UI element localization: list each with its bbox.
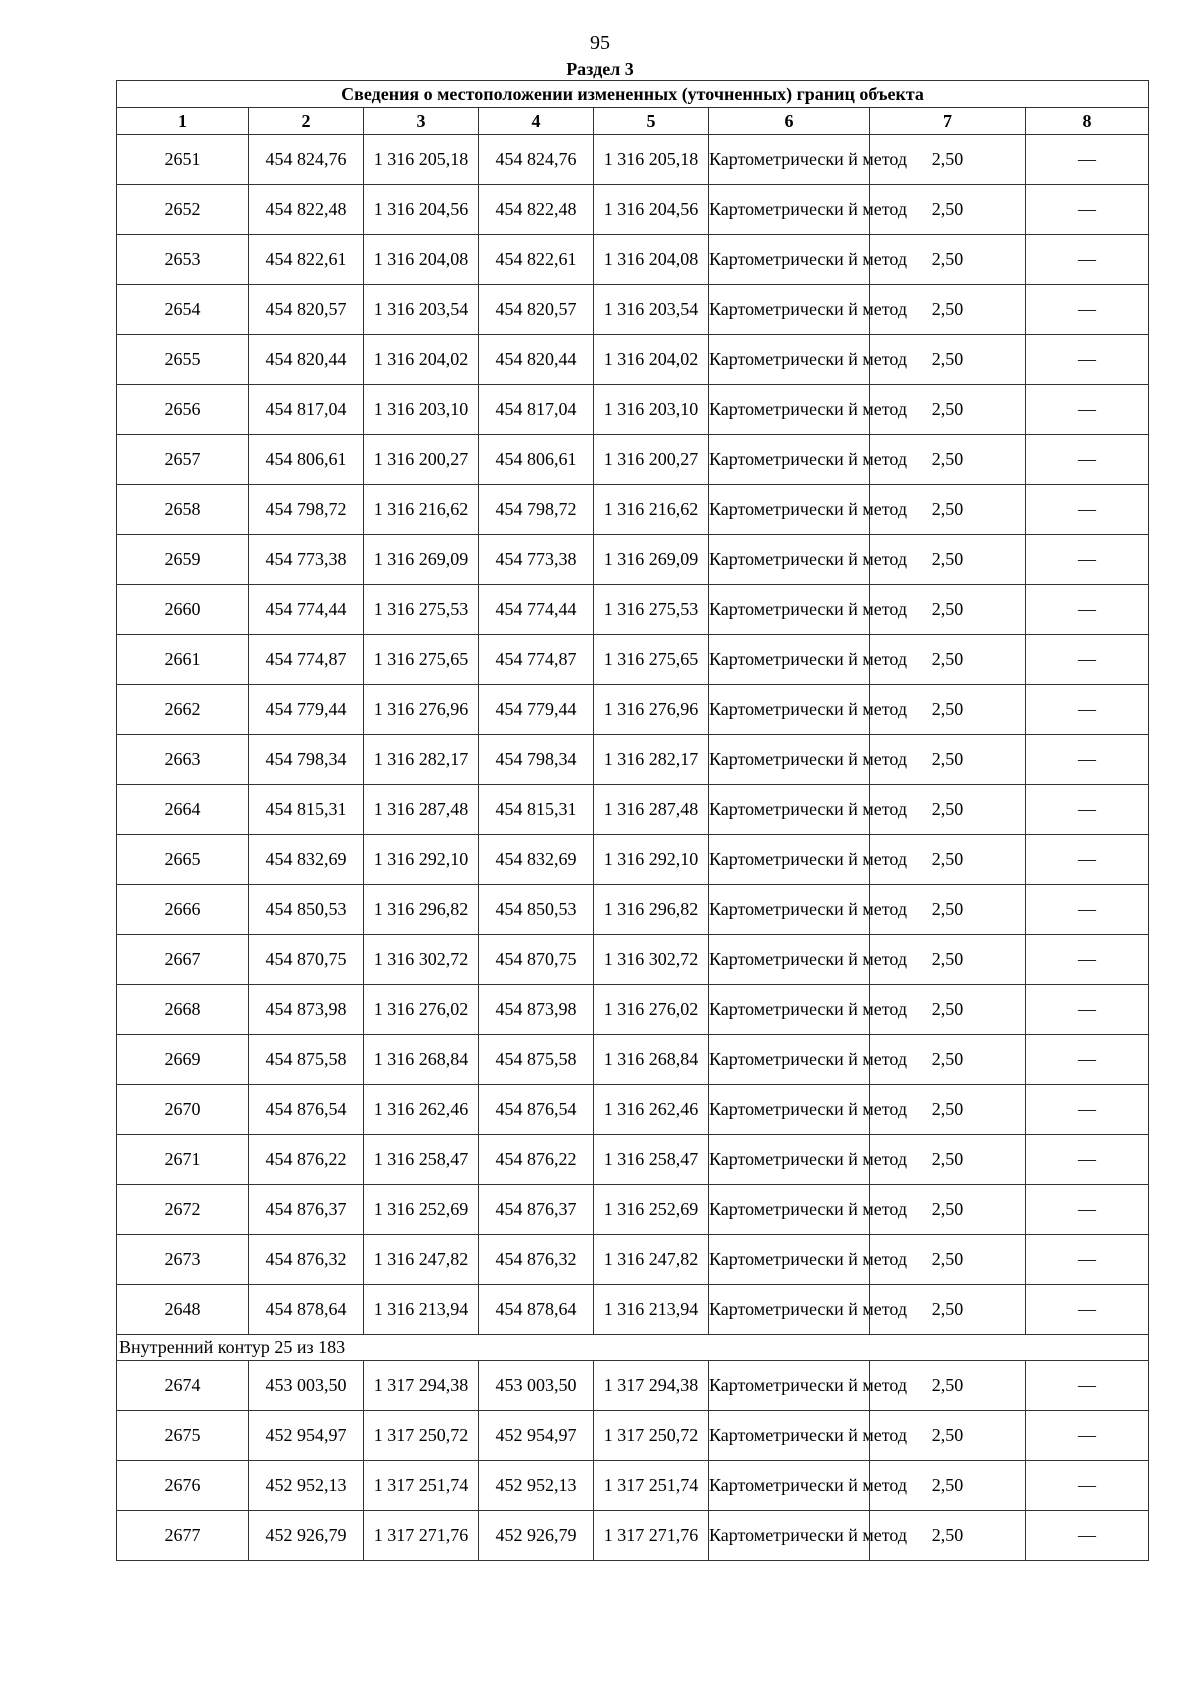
y-existing-cell: 1 316 276,02 [364,985,479,1035]
table-row [117,985,1149,1035]
x-existing-cell: 454 822,61 [249,235,364,285]
note-cell: — [1026,1135,1149,1185]
x-new-cell: 454 779,44 [479,685,594,735]
point-number-cell: 2653 [117,235,249,285]
y-existing-cell: 1 316 200,27 [364,435,479,485]
table-row [117,1135,1149,1185]
point-number-cell: 2672 [117,1185,249,1235]
note-cell: — [1026,1035,1149,1085]
x-new-cell: 454 878,64 [479,1285,594,1335]
x-new-cell: 454 817,04 [479,385,594,435]
x-existing-cell: 454 806,61 [249,435,364,485]
x-new-cell: 454 876,37 [479,1185,594,1235]
note-cell: — [1026,385,1149,435]
method-cell: Картометрически й метод [709,785,870,835]
column-number-row [117,108,1149,135]
note-cell: — [1026,285,1149,335]
x-new-cell: 454 820,57 [479,285,594,335]
accuracy-cell: 2,50 [870,135,1026,185]
column-number: 1 [117,108,249,135]
x-new-cell: 454 798,72 [479,485,594,535]
accuracy-cell: 2,50 [870,1035,1026,1085]
y-existing-cell: 1 316 203,10 [364,385,479,435]
x-new-cell: 452 926,79 [479,1511,594,1561]
note-cell: — [1026,1461,1149,1511]
y-existing-cell: 1 317 251,74 [364,1461,479,1511]
y-new-cell: 1 316 247,82 [594,1235,709,1285]
method-cell: Картометрически й метод [709,735,870,785]
method-cell: Картометрически й метод [709,185,870,235]
y-new-cell: 1 316 292,10 [594,835,709,885]
point-number-cell: 2651 [117,135,249,185]
point-number-cell: 2662 [117,685,249,735]
x-existing-cell: 454 876,37 [249,1185,364,1235]
accuracy-cell: 2,50 [870,485,1026,535]
y-existing-cell: 1 316 296,82 [364,885,479,935]
accuracy-cell: 2,50 [870,735,1026,785]
table-row [117,185,1149,235]
y-new-cell: 1 317 251,74 [594,1461,709,1511]
point-number-cell: 2648 [117,1285,249,1335]
table-row [117,1361,1149,1411]
column-number: 4 [479,108,594,135]
y-new-cell: 1 316 269,09 [594,535,709,585]
y-existing-cell: 1 316 269,09 [364,535,479,585]
x-existing-cell: 454 817,04 [249,385,364,435]
y-new-cell: 1 316 213,94 [594,1285,709,1335]
y-existing-cell: 1 316 216,62 [364,485,479,535]
table-row [117,785,1149,835]
column-number: 3 [364,108,479,135]
table-row [117,1285,1149,1335]
y-new-cell: 1 316 282,17 [594,735,709,785]
accuracy-cell: 2,50 [870,335,1026,385]
x-existing-cell: 454 832,69 [249,835,364,885]
x-new-cell: 454 822,61 [479,235,594,285]
y-existing-cell: 1 316 262,46 [364,1085,479,1135]
y-existing-cell: 1 316 258,47 [364,1135,479,1185]
point-number-cell: 2658 [117,485,249,535]
method-cell: Картометрически й метод [709,135,870,185]
point-number-cell: 2670 [117,1085,249,1135]
y-new-cell: 1 316 302,72 [594,935,709,985]
y-existing-cell: 1 317 294,38 [364,1361,479,1411]
x-existing-cell: 454 779,44 [249,685,364,735]
x-existing-cell: 454 850,53 [249,885,364,935]
table-row [117,135,1149,185]
table-row [117,285,1149,335]
note-cell: — [1026,1285,1149,1335]
point-number-cell: 2660 [117,585,249,635]
point-number-cell: 2656 [117,385,249,435]
point-number-cell: 2657 [117,435,249,485]
note-cell: — [1026,935,1149,985]
method-cell: Картометрически й метод [709,885,870,935]
x-new-cell: 452 954,97 [479,1411,594,1461]
accuracy-cell: 2,50 [870,1361,1026,1411]
note-cell: — [1026,1411,1149,1461]
accuracy-cell: 2,50 [870,185,1026,235]
y-new-cell: 1 316 205,18 [594,135,709,185]
point-number-cell: 2666 [117,885,249,935]
note-cell: — [1026,885,1149,935]
method-cell: Картометрически й метод [709,535,870,585]
table-row [117,235,1149,285]
accuracy-cell: 2,50 [870,635,1026,685]
x-new-cell: 454 873,98 [479,985,594,1035]
accuracy-cell: 2,50 [870,685,1026,735]
method-cell: Картометрически й метод [709,1461,870,1511]
x-existing-cell: 452 954,97 [249,1411,364,1461]
note-cell: — [1026,685,1149,735]
column-number: 8 [1026,108,1149,135]
column-number: 5 [594,108,709,135]
x-new-cell: 454 875,58 [479,1035,594,1085]
y-new-cell: 1 316 216,62 [594,485,709,535]
x-existing-cell: 454 824,76 [249,135,364,185]
x-existing-cell: 454 876,22 [249,1135,364,1185]
method-cell: Картометрически й метод [709,985,870,1035]
x-existing-cell: 454 774,44 [249,585,364,635]
point-number-cell: 2665 [117,835,249,885]
y-new-cell: 1 316 200,27 [594,435,709,485]
y-existing-cell: 1 316 203,54 [364,285,479,335]
method-cell: Картометрически й метод [709,1411,870,1461]
x-existing-cell: 454 798,34 [249,735,364,785]
point-number-cell: 2671 [117,1135,249,1185]
contour-rows [117,1361,1149,1561]
y-existing-cell: 1 317 250,72 [364,1411,479,1461]
point-number-cell: 2677 [117,1511,249,1561]
method-cell: Картометрически й метод [709,335,870,385]
y-existing-cell: 1 316 204,02 [364,335,479,385]
accuracy-cell: 2,50 [870,1285,1026,1335]
column-number: 2 [249,108,364,135]
table-row [117,385,1149,435]
method-cell: Картометрически й метод [709,635,870,685]
accuracy-cell: 2,50 [870,1461,1026,1511]
y-existing-cell: 1 316 275,53 [364,585,479,635]
x-new-cell: 454 870,75 [479,935,594,985]
x-existing-cell: 454 873,98 [249,985,364,1035]
method-cell: Картометрически й метод [709,285,870,335]
table-row [117,735,1149,785]
note-cell: — [1026,835,1149,885]
note-cell: — [1026,735,1149,785]
y-existing-cell: 1 317 271,76 [364,1511,479,1561]
table-row [117,435,1149,485]
y-existing-cell: 1 316 282,17 [364,735,479,785]
coordinates-table [116,80,1149,1561]
y-new-cell: 1 316 276,02 [594,985,709,1035]
point-number-cell: 2673 [117,1235,249,1285]
note-cell: — [1026,435,1149,485]
y-new-cell: 1 316 268,84 [594,1035,709,1085]
x-existing-cell: 454 870,75 [249,935,364,985]
x-new-cell: 452 952,13 [479,1461,594,1511]
y-existing-cell: 1 316 287,48 [364,785,479,835]
point-number-cell: 2654 [117,285,249,335]
x-existing-cell: 454 876,54 [249,1085,364,1135]
y-existing-cell: 1 316 268,84 [364,1035,479,1085]
table-row [117,1085,1149,1135]
accuracy-cell: 2,50 [870,1411,1026,1461]
point-number-cell: 2676 [117,1461,249,1511]
note-cell: — [1026,235,1149,285]
y-new-cell: 1 316 296,82 [594,885,709,935]
y-new-cell: 1 316 276,96 [594,685,709,735]
y-existing-cell: 1 316 275,65 [364,635,479,685]
method-cell: Картометрически й метод [709,1235,870,1285]
x-new-cell: 454 876,54 [479,1085,594,1135]
point-number-cell: 2667 [117,935,249,985]
y-new-cell: 1 316 252,69 [594,1185,709,1235]
accuracy-cell: 2,50 [870,585,1026,635]
note-cell: — [1026,635,1149,685]
accuracy-cell: 2,50 [870,985,1026,1035]
method-cell: Картометрически й метод [709,1085,870,1135]
x-existing-cell: 454 820,57 [249,285,364,335]
x-new-cell: 454 773,38 [479,535,594,585]
x-new-cell: 454 824,76 [479,135,594,185]
table-caption-row [117,81,1149,108]
x-new-cell: 454 820,44 [479,335,594,385]
point-number-cell: 2652 [117,185,249,235]
method-cell: Картометрически й метод [709,435,870,485]
y-existing-cell: 1 316 205,18 [364,135,479,185]
section-title: Раздел 3 [566,59,634,79]
x-new-cell: 454 876,32 [479,1235,594,1285]
y-existing-cell: 1 316 276,96 [364,685,479,735]
accuracy-cell: 2,50 [870,535,1026,585]
x-existing-cell: 454 878,64 [249,1285,364,1335]
table-row [117,1411,1149,1461]
y-existing-cell: 1 316 252,69 [364,1185,479,1235]
note-cell: — [1026,335,1149,385]
accuracy-cell: 2,50 [870,1511,1026,1561]
y-new-cell: 1 317 294,38 [594,1361,709,1411]
y-new-cell: 1 316 204,56 [594,185,709,235]
contour-section [117,1335,1149,1361]
x-new-cell: 454 774,87 [479,635,594,685]
y-new-cell: 1 316 204,08 [594,235,709,285]
x-existing-cell: 454 798,72 [249,485,364,535]
contour-label-row [117,1335,1149,1361]
x-new-cell: 454 876,22 [479,1135,594,1185]
accuracy-cell: 2,50 [870,435,1026,485]
table-caption: Сведения о местоположении измененных (уточненных) границ объекта [117,81,1149,108]
x-existing-cell: 454 820,44 [249,335,364,385]
table-row [117,335,1149,385]
point-number-cell: 2675 [117,1411,249,1461]
note-cell: — [1026,1185,1149,1235]
point-number-cell: 2674 [117,1361,249,1411]
accuracy-cell: 2,50 [870,1185,1026,1235]
y-new-cell: 1 316 203,54 [594,285,709,335]
y-new-cell: 1 317 250,72 [594,1411,709,1461]
table-row [117,935,1149,985]
note-cell: — [1026,135,1149,185]
x-new-cell: 454 832,69 [479,835,594,885]
table-row [117,1235,1149,1285]
note-cell: — [1026,785,1149,835]
x-existing-cell: 454 774,87 [249,635,364,685]
y-existing-cell: 1 316 247,82 [364,1235,479,1285]
note-cell: — [1026,585,1149,635]
x-new-cell: 454 806,61 [479,435,594,485]
x-new-cell: 453 003,50 [479,1361,594,1411]
accuracy-cell: 2,50 [870,1135,1026,1185]
table-row [117,635,1149,685]
page-number: 95 [590,32,610,54]
main-rows [117,135,1149,1335]
y-existing-cell: 1 316 204,56 [364,185,479,235]
method-cell: Картометрически й метод [709,1361,870,1411]
column-number: 6 [709,108,870,135]
x-new-cell: 454 774,44 [479,585,594,635]
method-cell: Картометрически й метод [709,1285,870,1335]
point-number-cell: 2659 [117,535,249,585]
method-cell: Картометрически й метод [709,1511,870,1561]
note-cell: — [1026,485,1149,535]
x-existing-cell: 452 926,79 [249,1511,364,1561]
point-number-cell: 2655 [117,335,249,385]
point-number-cell: 2669 [117,1035,249,1085]
method-cell: Картометрически й метод [709,235,870,285]
y-new-cell: 1 316 275,65 [594,635,709,685]
x-existing-cell: 454 822,48 [249,185,364,235]
table-row [117,1511,1149,1561]
x-new-cell: 454 850,53 [479,885,594,935]
y-existing-cell: 1 316 302,72 [364,935,479,985]
point-number-cell: 2668 [117,985,249,1035]
table-row [117,835,1149,885]
note-cell: — [1026,985,1149,1035]
accuracy-cell: 2,50 [870,785,1026,835]
table-row [117,1461,1149,1511]
note-cell: — [1026,1511,1149,1561]
method-cell: Картометрически й метод [709,585,870,635]
table-row [117,1185,1149,1235]
x-existing-cell: 454 875,58 [249,1035,364,1085]
method-cell: Картометрически й метод [709,935,870,985]
method-cell: Картометрически й метод [709,1185,870,1235]
column-number: 7 [870,108,1026,135]
x-existing-cell: 454 876,32 [249,1235,364,1285]
y-existing-cell: 1 316 292,10 [364,835,479,885]
x-existing-cell: 454 815,31 [249,785,364,835]
table-row [117,685,1149,735]
note-cell: — [1026,185,1149,235]
note-cell: — [1026,1361,1149,1411]
x-existing-cell: 454 773,38 [249,535,364,585]
y-new-cell: 1 316 204,02 [594,335,709,385]
y-new-cell: 1 316 287,48 [594,785,709,835]
table-row [117,485,1149,535]
accuracy-cell: 2,50 [870,935,1026,985]
method-cell: Картометрически й метод [709,485,870,535]
x-existing-cell: 453 003,50 [249,1361,364,1411]
y-new-cell: 1 316 203,10 [594,385,709,435]
x-new-cell: 454 822,48 [479,185,594,235]
table-row [117,1035,1149,1085]
method-cell: Картометрически й метод [709,1135,870,1185]
x-existing-cell: 452 952,13 [249,1461,364,1511]
table-row [117,885,1149,935]
accuracy-cell: 2,50 [870,385,1026,435]
contour-label: Внутренний контур 25 из 183 [117,1335,1149,1361]
accuracy-cell: 2,50 [870,285,1026,335]
y-existing-cell: 1 316 204,08 [364,235,479,285]
accuracy-cell: 2,50 [870,885,1026,935]
method-cell: Картометрически й метод [709,685,870,735]
y-new-cell: 1 316 262,46 [594,1085,709,1135]
point-number-cell: 2663 [117,735,249,785]
note-cell: — [1026,535,1149,585]
x-new-cell: 454 798,34 [479,735,594,785]
accuracy-cell: 2,50 [870,835,1026,885]
accuracy-cell: 2,50 [870,1085,1026,1135]
point-number-cell: 2661 [117,635,249,685]
y-new-cell: 1 317 271,76 [594,1511,709,1561]
accuracy-cell: 2,50 [870,1235,1026,1285]
accuracy-cell: 2,50 [870,235,1026,285]
method-cell: Картометрически й метод [709,1035,870,1085]
method-cell: Картометрически й метод [709,385,870,435]
table-row [117,535,1149,585]
y-new-cell: 1 316 275,53 [594,585,709,635]
method-cell: Картометрически й метод [709,835,870,885]
x-new-cell: 454 815,31 [479,785,594,835]
table-row [117,585,1149,635]
point-number-cell: 2664 [117,785,249,835]
note-cell: — [1026,1085,1149,1135]
y-existing-cell: 1 316 213,94 [364,1285,479,1335]
note-cell: — [1026,1235,1149,1285]
y-new-cell: 1 316 258,47 [594,1135,709,1185]
